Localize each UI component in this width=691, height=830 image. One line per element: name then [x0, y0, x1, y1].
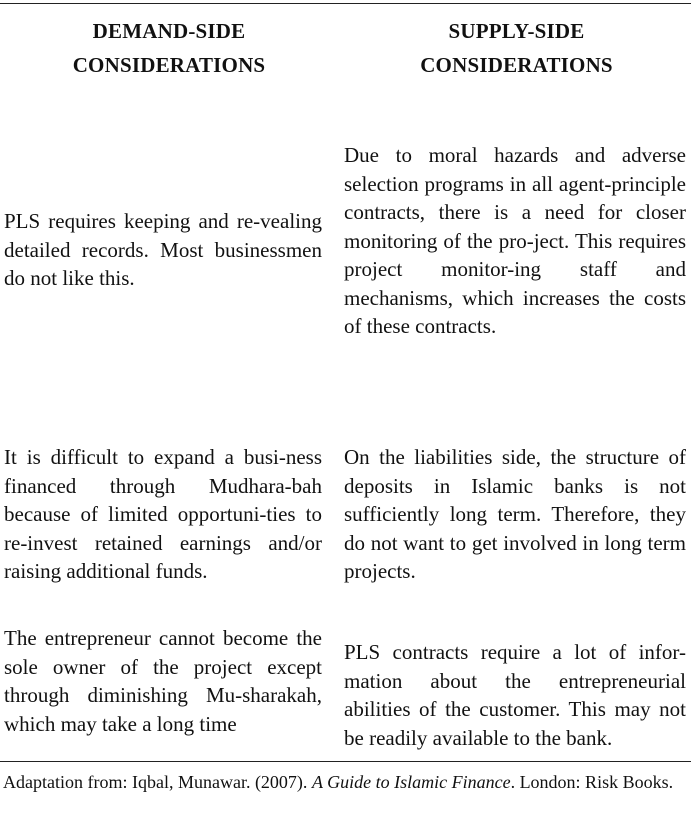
- table-bottom-rule: [0, 761, 691, 762]
- demand-header-line-2: CONSIDERATIONS: [72, 53, 266, 77]
- supply-header-line-2: CONSIDERATIONS: [420, 53, 613, 77]
- source-book-title: A Guide to Islamic Finance: [311, 772, 511, 792]
- source-note: [3, 769, 687, 795]
- row-1-demand-cell: PLS requires keeping and re-vealing detailed records. Most businessmen do not like this.: [4, 209, 322, 290]
- source-suffix: . London: Risk Books.: [510, 772, 674, 792]
- supply-side-header: [342, 14, 691, 82]
- row-2-demand-cell: It is difficult to expand a busi-ness financed through Mudhara-bah because of limited opportuni-ties to re-invest retained earnings and/or raising additional funds.: [4, 445, 322, 583]
- demand-header-line-1: DEMAND-SIDE: [92, 19, 246, 43]
- table-top-rule: [0, 3, 691, 4]
- row-3-demand-cell: The entrepreneur cannot become the sole owner of the project except through diminishing Mu-sharakah, which may take a long time: [4, 626, 322, 736]
- row-2-supply-cell: On the liabilities side, the structure of deposits in Islamic banks is not sufficiently long term. Therefore, they do not want to get involved in long term projects.: [344, 445, 686, 583]
- row-3-supply-cell: PLS contracts require a lot of infor-mation about the entrepreneurial abilities of the customer. This may not be readily available to the bank.: [344, 640, 686, 750]
- demand-side-header: [0, 14, 338, 82]
- row-1-supply-cell: Due to moral hazards and adverse selection programs in all agent-principle contracts, there is a need for closer monitoring of the pro-ject. This requires project monitor-ing staff and mechanisms, which increases the costs of these contracts.: [344, 143, 686, 338]
- source-prefix: Adaptation from: Iqbal, Munawar. (2007).: [3, 772, 312, 792]
- supply-header-line-1: SUPPLY-SIDE: [448, 19, 585, 43]
